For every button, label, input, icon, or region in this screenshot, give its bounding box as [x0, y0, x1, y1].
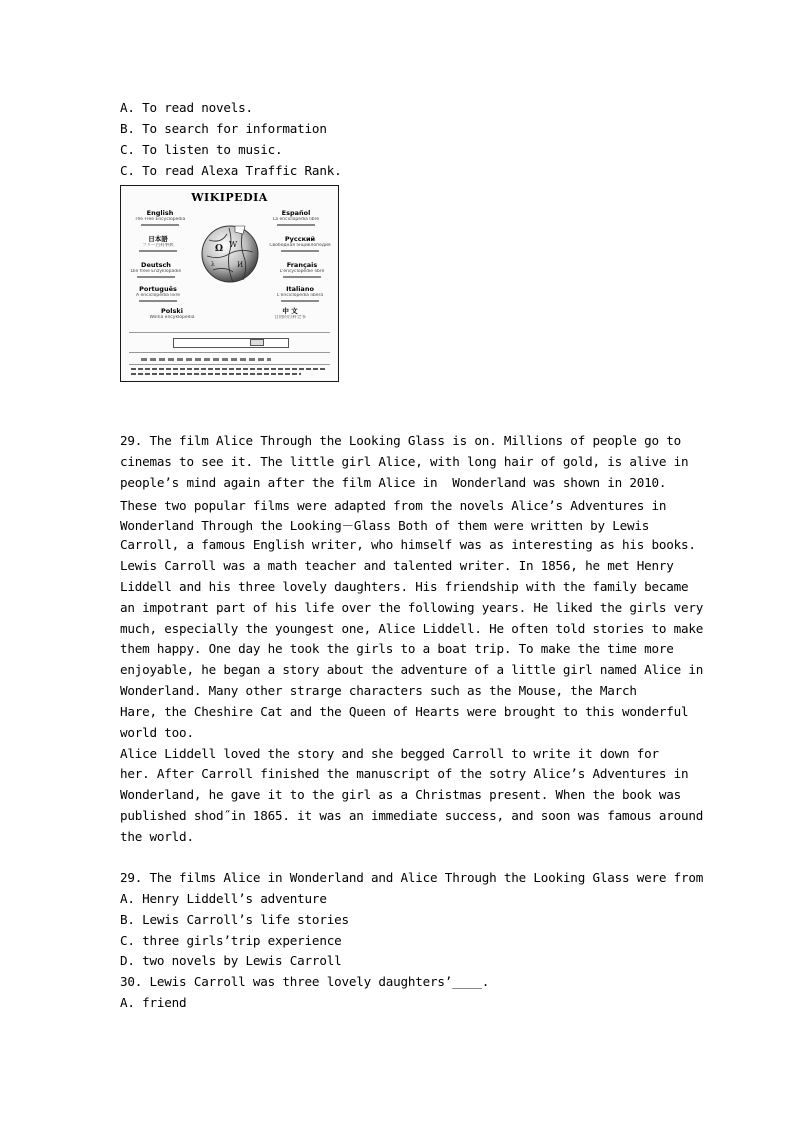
passage-line: Wonderland. Many other strarge characters such as the Mouse, the March	[120, 683, 637, 698]
passage-line: them happy. One day he took the girls to a boat trip. To make the time more	[120, 641, 674, 656]
question-29-option-b: B. Lewis Carroll’s life stories	[120, 912, 349, 927]
wiki-divider	[129, 364, 330, 365]
question-29-option-d: D. two novels by Lewis Carroll	[120, 953, 342, 968]
wiki-search-field	[173, 338, 289, 348]
passage-line: her. After Carroll finished the manuscript of the sotry Alice’s Adventures in	[120, 766, 689, 781]
wiki-lang-right: Français L'encyclopédie libre	[269, 262, 335, 278]
wiki-lang-left: English The Free Encyclopedia	[127, 210, 193, 226]
svg-text:λ: λ	[211, 261, 215, 268]
wiki-image-title: WIKIPEDIA	[191, 191, 268, 204]
wiki-divider	[129, 332, 330, 333]
wiki-footer-row	[131, 373, 301, 375]
wiki-lang-left: Deutsch Die freie Enzyklopädie	[123, 262, 189, 278]
passage-line: Carroll, a famous English writer, who himself was as interesting as his books.	[120, 537, 696, 552]
option-c-alexa: C. To read Alexa Traffic Rank.	[120, 163, 342, 178]
wiki-footer-row	[131, 368, 327, 370]
wiki-divider	[129, 352, 330, 353]
passage-line: world too.	[120, 725, 194, 740]
wiki-lang-left: Português A enciclopédia livre	[125, 286, 191, 302]
passage-line: 29. The film Alice Through the Looking Glass is on. Millions of people go to	[120, 433, 682, 448]
passage-line: much, especially the youngest one, Alice Liddell. He often told stories to make	[120, 621, 704, 636]
passage-line: the world.	[120, 829, 194, 844]
passage-line: Liddell and his three lovely daughters. His friendship with the family became	[120, 579, 689, 594]
wiki-lang-left: Polski Wolna encyklopedia	[149, 307, 195, 320]
wikipedia-globe-icon	[199, 220, 261, 286]
passage-line: cinemas to see it. The little girl Alice, with long hair of gold, is alive in	[120, 454, 689, 469]
wiki-lang-right: Español La enciclopedia libre	[263, 210, 329, 226]
passage-line: These two popular films were adapted from the novels Alice’s Adventures in	[120, 498, 667, 513]
passage-line: people’s mind again after the film Alice in Wonderland was shown in 2010.	[120, 475, 667, 490]
svg-text:W: W	[229, 240, 238, 249]
passage-line: Wonderland Through the Looking－Glass Both of them were written by Lewis	[120, 518, 650, 533]
wiki-link-row	[141, 358, 271, 361]
svg-text:И: И	[237, 261, 244, 269]
question-29-option-c: C. three girls’trip experience	[120, 933, 342, 948]
passage-line: Lewis Carroll was a math teacher and talented writer. In 1856, he met Henry	[120, 558, 674, 573]
passage-line: an impotrant part of his life over the following years. He liked the girls very	[120, 600, 704, 615]
svg-text:Ω: Ω	[215, 244, 224, 254]
option-c-music: C. To listen to music.	[120, 142, 283, 157]
question-29-option-a: A. Henry Liddell’s adventure	[120, 891, 327, 906]
passage-line: Hare, the Cheshire Cat and the Queen of Hearts were brought to this wonderful	[120, 704, 689, 719]
wiki-lang-right: Русский Свободная энциклопедия	[267, 236, 333, 252]
wikipedia-portal-image	[120, 185, 339, 382]
option-b-search: B. To search for information	[120, 121, 327, 136]
question-30: 30. Lewis Carroll was three lovely daughters’____.	[120, 974, 490, 989]
passage-line: Alice Liddell loved the story and she begged Carroll to write it down for	[120, 746, 659, 761]
wiki-lang-right: 中 文 自由的百科全书	[274, 307, 306, 320]
passage-line: published shod˝in 1865. it was an immediate success, and soon was famous around	[120, 808, 704, 823]
question-29: 29. The films Alice in Wonderland and Alice Through the Looking Glass were from	[120, 870, 704, 885]
option-a-novels: A. To read novels.	[120, 100, 253, 115]
wiki-search-button	[250, 339, 264, 346]
wiki-lang-right: Italiano L'enciclopedia libera	[267, 286, 333, 302]
question-30-option-a: A. friend	[120, 995, 187, 1010]
passage-line: enjoyable, he began a story about the adventure of a little girl named Alice in	[120, 662, 704, 677]
passage-line: Wonderland, he gave it to the girl as a Christmas present. When the book was	[120, 787, 682, 802]
wiki-lang-left: 日本語 フリー百科事典	[125, 236, 191, 252]
